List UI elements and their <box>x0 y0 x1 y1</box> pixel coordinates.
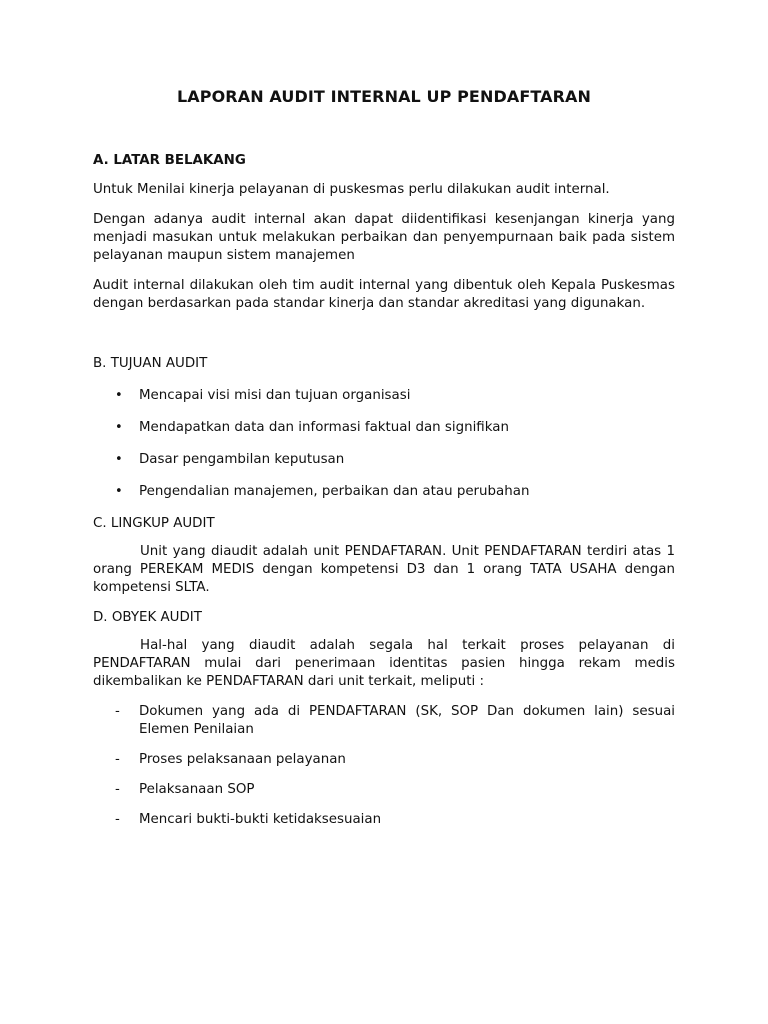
section-d-paragraph: Hal-hal yang diaudit adalah segala hal terkait proses pelayanan di PENDAFTARAN mulai dari penerimaan identitas pasien hingga rekam medis dikembalikan ke PENDAFTARAN dari unit terkait, meliputi : <box>93 638 675 689</box>
list-item <box>93 419 675 437</box>
section-a-paragraph-2: Dengan adanya audit internal akan dapat diidentifikasi kesenjangan kinerja yang menjadi masukan untuk melakukan perbaikan dan penyempurnaan baik pada sistem pelayanan maupun sistem manajemen <box>93 212 675 263</box>
section-d-heading: D. OBYEK AUDIT <box>93 610 202 625</box>
document-page <box>93 86 675 841</box>
section-c-paragraph: Unit yang diaudit adalah unit PENDAFTARAN. Unit PENDAFTARAN terdiri atas 1 orang PEREKAM MEDIS dengan kompetensi D3 dan 1 orang TATA USAHA dengan kompetensi SLTA. <box>93 544 675 595</box>
list-item-text: Mencari bukti-bukti ketidaksesuaian <box>139 812 382 827</box>
section-lingkup-audit <box>93 515 675 597</box>
list-item-text: Pengendalian manajemen, perbaikan dan atau perubahan <box>139 484 530 499</box>
list-item <box>93 703 675 739</box>
bullet-icon: • <box>115 388 123 403</box>
list-item-text: Mencapai visi misi dan tujuan organisasi <box>139 388 411 403</box>
section-a-paragraph-1: Untuk Menilai kinerja pelayanan di puskesmas perlu dilakukan audit internal. <box>93 182 610 197</box>
section-obyek-audit <box>93 609 675 829</box>
list-item-text: Dasar pengambilan keputusan <box>139 452 345 467</box>
section-tujuan-audit <box>93 355 675 501</box>
dash-marker: - <box>115 782 120 797</box>
list-item <box>93 483 675 501</box>
section-b-heading: B. TUJUAN AUDIT <box>93 356 208 371</box>
list-item-text: Dokumen yang ada di PENDAFTARAN (SK, SOP Dan dokumen lain) sesuai Elemen Penilaian <box>139 704 675 737</box>
document-title: LAPORAN AUDIT INTERNAL UP PENDAFTARAN <box>177 87 591 106</box>
list-item-text: Mendapatkan data dan informasi faktual dan signifikan <box>139 420 509 435</box>
list-item <box>93 451 675 469</box>
dash-marker: - <box>115 812 120 827</box>
section-c-heading: C. LINGKUP AUDIT <box>93 516 215 531</box>
tujuan-list <box>93 387 675 501</box>
list-item <box>93 781 675 799</box>
obyek-list <box>93 703 675 829</box>
bullet-icon: • <box>115 420 123 435</box>
section-a-heading: A. LATAR BELAKANG <box>93 153 246 168</box>
section-latar-belakang <box>93 152 675 313</box>
list-item-text: Proses pelaksanaan pelayanan <box>139 752 346 767</box>
list-item <box>93 387 675 405</box>
dash-marker: - <box>115 752 120 767</box>
list-item-text: Pelaksanaan SOP <box>139 782 255 797</box>
list-item <box>93 811 675 829</box>
dash-marker: - <box>115 704 120 719</box>
section-a-paragraph-3: Audit internal dilakukan oleh tim audit internal yang dibentuk oleh Kepala Puskesmas dengan berdasarkan pada standar kinerja dan standar akreditasi yang digunakan. <box>93 278 675 311</box>
bullet-icon: • <box>115 452 123 467</box>
list-item <box>93 751 675 769</box>
bullet-icon: • <box>115 484 123 499</box>
